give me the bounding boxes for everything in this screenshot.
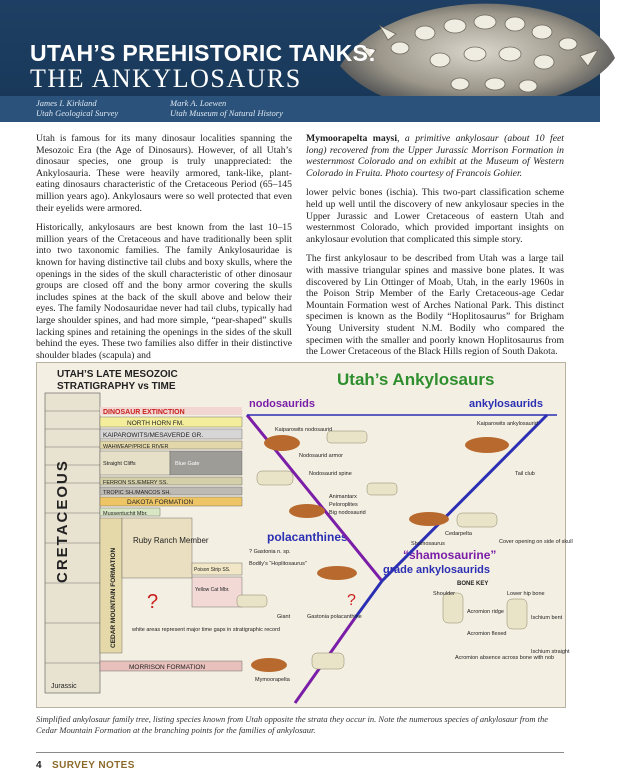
formation-label: MORRISON FORMATION xyxy=(129,664,206,671)
taxon-label: Kaiparowits nodosaurid xyxy=(275,427,333,433)
taxon-label: Gastonia polacanthine xyxy=(307,614,362,620)
bone-key-item: Acromion absence across bone with nob xyxy=(455,655,555,661)
taxon-label: Animantarx xyxy=(329,494,357,500)
formation-label: Mussentuchit Mbr. xyxy=(103,511,148,517)
formation-label: KAIPAROWITS/MESAVERDE GR. xyxy=(103,432,204,439)
header-banner xyxy=(0,0,600,118)
left-column xyxy=(36,133,292,369)
taxon-label: Cedarpelta xyxy=(445,531,472,537)
taxon-label: Cover opening on side of skull xyxy=(499,539,573,545)
white-areas-note: white areas represent major time gaps in stratigraphic record xyxy=(132,627,280,633)
bone-key-item: Acromion flexed xyxy=(467,631,507,637)
formation-label: FERRON SS./EMERY SS. xyxy=(103,480,168,486)
formation-label: Straight Cliffs xyxy=(103,461,136,467)
polacanthines-label: polacanthines xyxy=(267,530,348,544)
bone-key-title: BONE KEY xyxy=(457,581,489,587)
question-mark-tree: ? xyxy=(347,592,356,609)
cretaceous-label: CRETACEOUS xyxy=(54,459,71,583)
bone-key-item: Acromion ridge xyxy=(467,609,504,615)
nodosaurids-label: nodosaurids xyxy=(249,398,316,410)
figure-caption: Simplified ankylosaur family tree, listing species known from Utah opposite the strata they occur in. Note the numerous species of ankylosaur from the Cedar Mountain Formation at the branching points for the families of ankylosaur. xyxy=(36,714,548,735)
formation-ruby-ranch xyxy=(122,518,192,578)
strat-title-2: STRATIGRAPHY vs TIME xyxy=(57,381,176,392)
publication-name: SURVEY NOTES xyxy=(52,760,135,771)
formation-label: Yellow Cat Mbr. xyxy=(195,587,230,593)
photo-caption xyxy=(306,133,564,179)
jurassic-label: Jurassic xyxy=(51,683,77,690)
taxon-label: Mymoorapelta xyxy=(255,677,290,683)
title-line-2: THE ANKYLOSAURS xyxy=(30,64,302,93)
ankylosaur-family-tree-figure xyxy=(36,362,573,708)
grade-ankylosaurids-label: grade ankylosaurids xyxy=(383,564,490,576)
strat-title-1: UTAH’S LATE MESOZOIC xyxy=(57,369,178,380)
taxon-label: Tail club xyxy=(515,471,535,477)
author-2 xyxy=(170,98,283,118)
author-2-name: Mark A. Loewen xyxy=(170,98,227,108)
author-1-name: James I. Kirkland xyxy=(36,98,97,108)
paragraph: The first ankylosaur to be described from Utah was a large tail with massive triangular spines and massive bone plates. It was discovered by Lin Ottinger of Moab, Utah, in the early 1960s in the Poison Strip Member of the Early Cretaceous-age Cedar Mountain Formation west of Arches National Park. This distinct specimen is known as the Bodily “Hoplitosaurus” for Brigham Young University student N.M. Bodily who compared the specimen with the smaller and poorly known Hoplitosaurus from the Lower Cretaceous of the Black Hills region of South Dakota. xyxy=(306,253,564,358)
formation-label: Blue Gate xyxy=(175,461,200,467)
shamosaurine-label: “shamosaurine” xyxy=(403,548,497,562)
formation-label: Poison Strip SS. xyxy=(194,567,231,573)
formation-label: WAHWEAP/PRICE RIVER xyxy=(103,444,169,450)
taxon-label: Kaiparowits ankylosaurid xyxy=(477,421,538,427)
taxon-label: Nodosaurid armor xyxy=(299,453,344,459)
footer-rule xyxy=(36,752,564,753)
formation-label: CEDAR MOUNTAIN FORMATION xyxy=(110,547,117,648)
bone-key-item: Ischium straight xyxy=(531,649,570,655)
bone-key-item: Ischium bent xyxy=(531,615,563,621)
diagram-title: Utah’s Ankylosaurs xyxy=(337,370,495,389)
author-bar xyxy=(0,96,600,122)
bone-key-item: Lower hip bone xyxy=(507,591,545,597)
formation-label: NORTH HORN FM. xyxy=(127,420,184,427)
question-mark-left: ? xyxy=(147,591,159,613)
family-tree-diagram xyxy=(37,363,573,707)
author-1-affiliation: Utah Geological Survey xyxy=(36,108,119,118)
taxon-label: ? Gastonia n. sp. xyxy=(249,549,291,555)
bone-key-item: Shoulder xyxy=(433,591,456,597)
taxon-label: Nodosaurid spine xyxy=(309,471,352,477)
author-2-affiliation: Utah Museum of Natural History xyxy=(170,108,283,118)
extinction-label: DINOSAUR EXTINCTION xyxy=(103,409,185,416)
taxon-label: Peloroplites xyxy=(329,502,358,508)
page-footer xyxy=(0,752,600,776)
photo-caption-text: , a primitive ankylosaur (about 10 feet long) recovered from the Upper Jurassic Morrison Formation in westernmost Colorado and on exhibit at the Museum of Western Colorado in Fruita. Photo courtesy of Francois Gohier. xyxy=(306,133,564,179)
formation-label: Ruby Ranch Member xyxy=(133,536,209,545)
paragraph: Utah is famous for its many dinosaur localities spanning the Mesozoic Era (the Age of Dinosaurs). However, of all Utah’s dinosaur species, one group is truly unappreciated: the Ankylosauria. These were heavily armored, tank-like, plant-eating dinosaurs characteristic of the Cretaceous Period (65–145 million years ago). Ankylosaurs were so well protected that even their eyelids were armored. xyxy=(36,133,292,214)
author-1 xyxy=(36,98,118,118)
taxon-label: Giant xyxy=(277,614,291,620)
right-column xyxy=(306,133,564,366)
formation-label: TROPIC SH./MANCOS SH. xyxy=(103,490,171,496)
taxon-label: Big nodosaurid xyxy=(329,510,366,516)
ankylosaurids-label: ankylosaurids xyxy=(469,398,543,410)
photo-caption-species: Mymoorapelta maysi xyxy=(306,133,398,144)
formation-label: DAKOTA FORMATION xyxy=(127,499,194,506)
paragraph: lower pelvic bones (ischia). This two-part classification scheme held up well until the discovery of new ankylosaur species in the Upper Jurassic and Lower Cretaceous of eastern Utah and westernmost Colorado, which provided important insights on ankylosaur evolution that complicated this simple story. xyxy=(306,187,564,245)
taxon-label: Shamosaurus xyxy=(411,541,445,547)
page-number: 4 xyxy=(36,760,42,771)
paragraph: Historically, ankylosaurs are best known from the last 10–15 million years of the Cretaceous and have traditionally been split into two taxonomic families. The family Ankylosauridae is known for having distinctive tail clubs and boxy skulls, where the openings in the sides of the skull characteristic of other dinosaur groups are closed off and the bony armor covering the skulls includes spines at the back of the skull above and below their eyes. The family Nodosauridae never had tail clubs, typically had large shoulder spines, and had more simple, “pear-shaped” skulls lacking spines and retaining the openings in the sides of the skull behind the eyes. These two families also differ in their distinctive shoulder blades (scapula) and xyxy=(36,222,292,361)
taxon-label: Bodily’s “Hoplitosaurus” xyxy=(249,561,307,567)
title-line-1: UTAH’S PREHISTORIC TANKS: xyxy=(30,40,377,66)
